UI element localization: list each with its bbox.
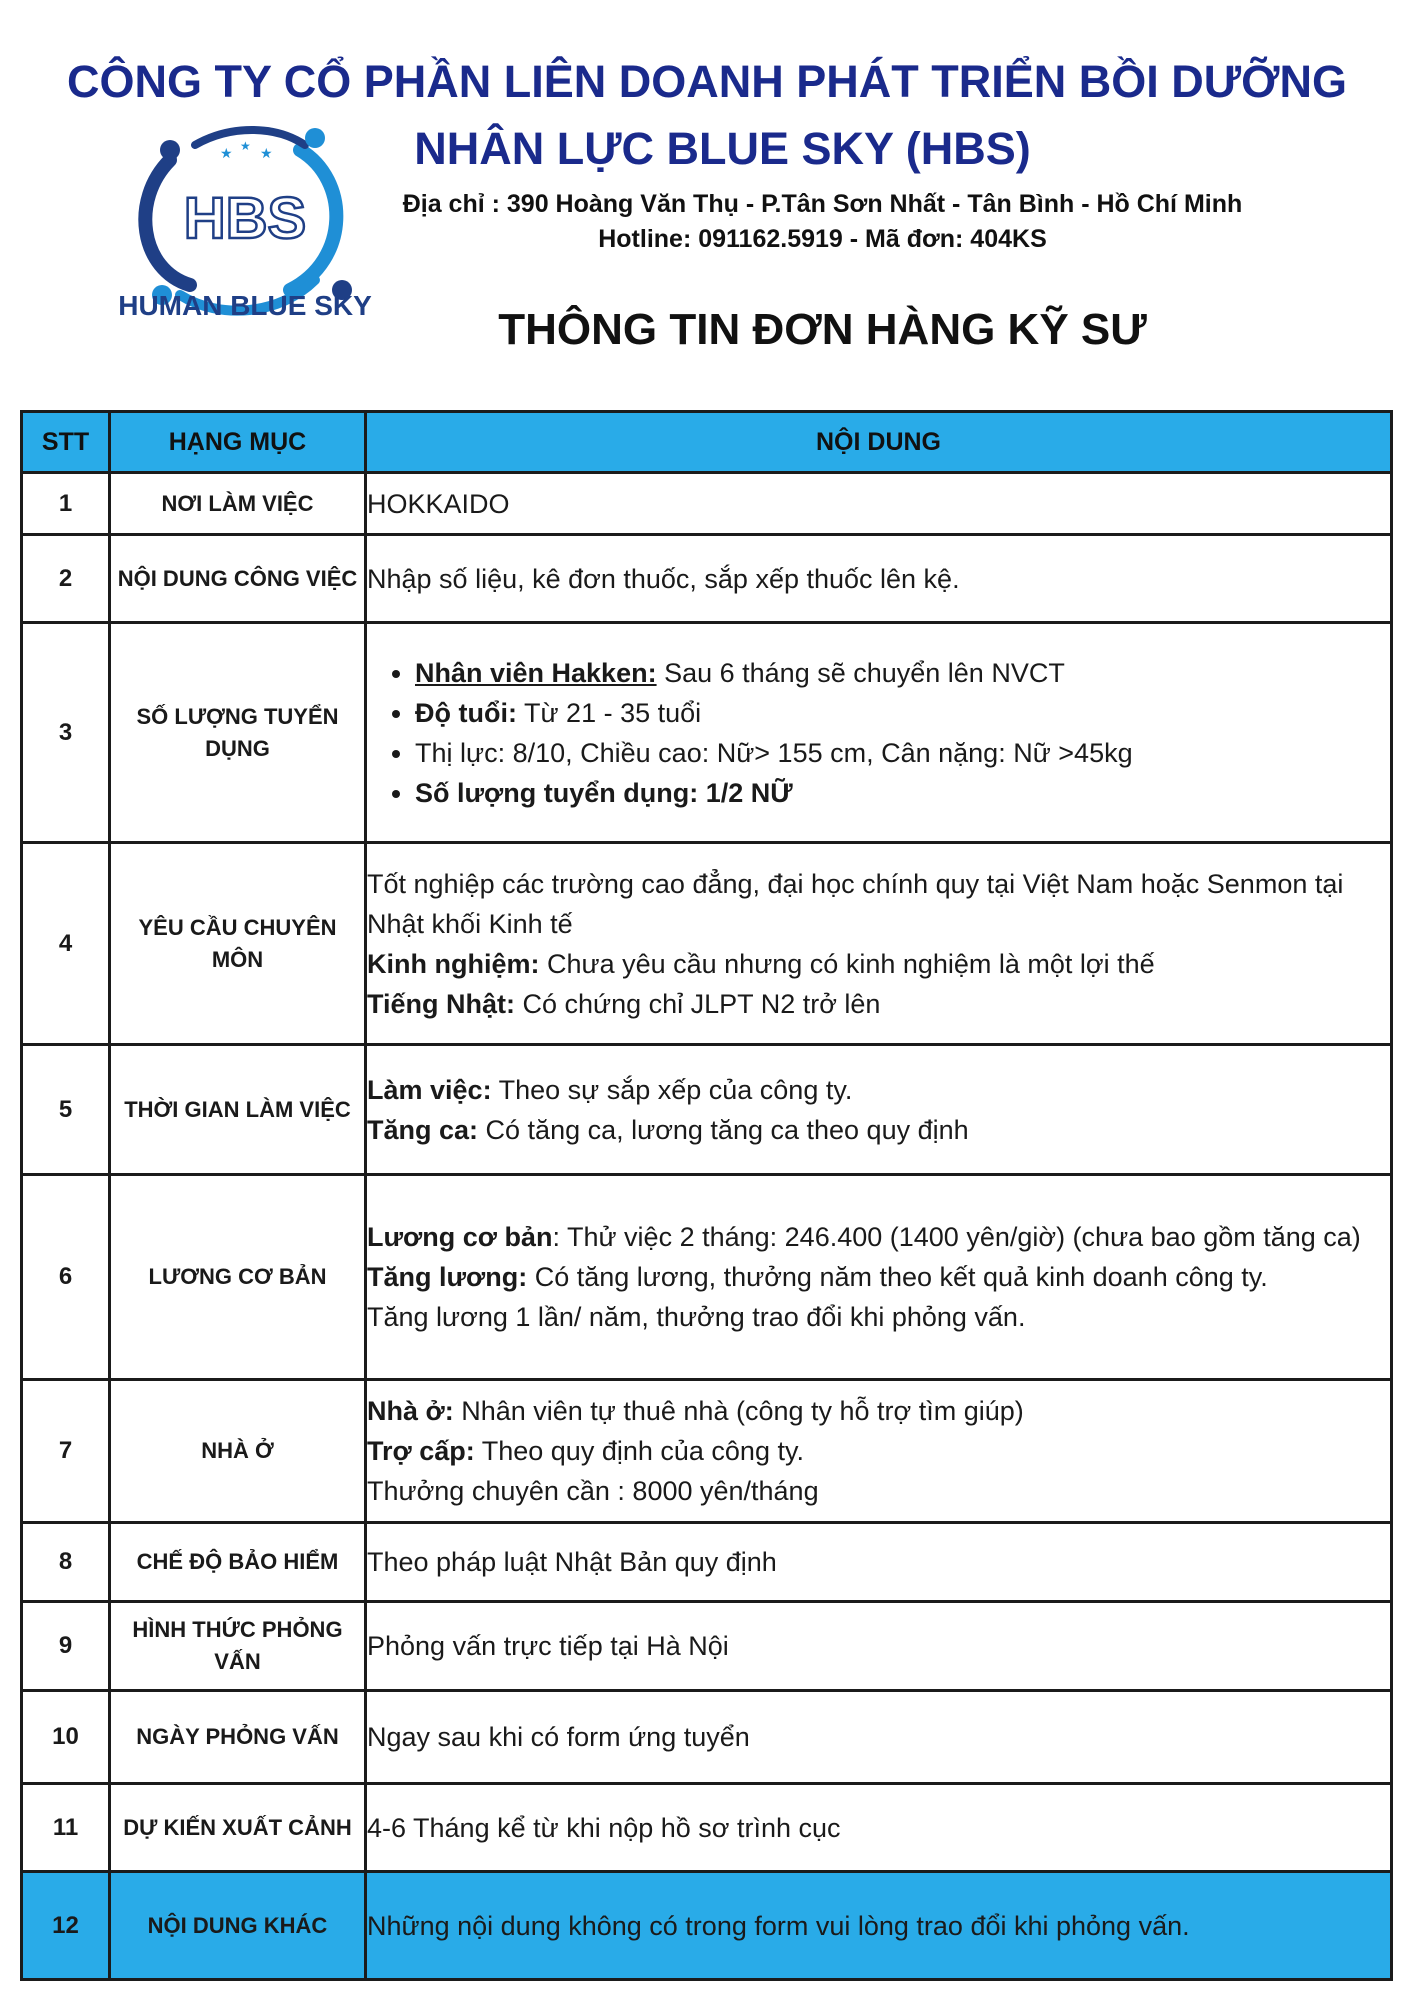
table-row	[22, 1691, 1392, 1784]
row-category: NỘI DUNG CÔNG VIỆC	[110, 535, 366, 623]
row-category: DỰ KIẾN XUẤT CẢNH	[110, 1784, 366, 1872]
row-number: 6	[22, 1175, 110, 1380]
table-row	[22, 1784, 1392, 1872]
row-category: NGÀY PHỎNG VẤN	[110, 1691, 366, 1784]
row-content: Ngay sau khi có form ứng tuyển	[366, 1691, 1392, 1784]
label-base-salary: Lương cơ bản	[367, 1222, 553, 1252]
row-number: 2	[22, 535, 110, 623]
label-hakken: Nhân viên Hakken:	[415, 657, 657, 688]
order-info-table	[20, 410, 1393, 1981]
label-raise: Tăng lương:	[367, 1262, 528, 1292]
table-row	[22, 473, 1392, 535]
row-content	[366, 623, 1392, 843]
company-hotline: Hotline: 091162.5919 - Mã đơn: 404KS	[598, 225, 1047, 253]
work-text: Theo sự sắp xếp của công ty.	[491, 1074, 853, 1105]
logo-text: HUMAN BLUE SKY	[118, 290, 372, 321]
japanese-line	[367, 984, 1390, 1024]
overtime-line	[367, 1110, 1390, 1150]
row-content	[366, 1045, 1392, 1175]
table-row	[22, 1175, 1392, 1380]
hakken-text: Sau 6 tháng sẽ chuyển lên NVCT	[656, 657, 1065, 688]
overtime-text: Có tăng ca, lương tăng ca theo quy định	[478, 1114, 969, 1145]
list-item	[415, 733, 1390, 773]
header-category: HẠNG MỤC	[110, 412, 366, 473]
work-line	[367, 1070, 1390, 1110]
recruitment-list	[367, 653, 1390, 813]
row-number: 10	[22, 1691, 110, 1784]
row-category: SỐ LƯỢNG TUYỂN DỤNG	[110, 623, 366, 843]
raise-frequency: Tăng lương 1 lần/ năm, thưởng trao đổi khi phỏng vấn.	[367, 1302, 1026, 1332]
physical-requirements: Thị lực: 8/10, Chiều cao: Nữ> 155 cm, Cân nặng: Nữ >45kg	[415, 737, 1133, 768]
allowance-line	[367, 1431, 1390, 1471]
company-name-line2: NHÂN LỰC BLUE SKY (HBS)	[414, 123, 1031, 174]
table-header-row	[22, 412, 1392, 473]
housing-text: Nhân viên tự thuê nhà (công ty hỗ trợ tìm giúp)	[453, 1396, 1024, 1426]
table-row	[22, 1602, 1392, 1691]
header-stt: STT	[22, 412, 110, 473]
table-row	[22, 1380, 1392, 1523]
row-content	[366, 1380, 1392, 1523]
header-content: NỘI DUNG	[366, 412, 1392, 473]
row-content: Phỏng vấn trực tiếp tại Hà Nội	[366, 1602, 1392, 1691]
svg-text:★: ★	[260, 145, 273, 161]
logo-monogram: HBS	[183, 186, 307, 251]
row-content: Nhập số liệu, kê đơn thuốc, sắp xếp thuốc lên kệ.	[366, 535, 1392, 623]
row-category: NHÀ Ở	[110, 1380, 366, 1523]
row-category: LƯƠNG CƠ BẢN	[110, 1175, 366, 1380]
table-row	[22, 535, 1392, 623]
table-row	[22, 1872, 1392, 1980]
row-number: 1	[22, 473, 110, 535]
row-content	[366, 843, 1392, 1045]
housing-line	[367, 1391, 1390, 1431]
row-number: 8	[22, 1523, 110, 1602]
list-item	[415, 773, 1390, 813]
japanese-text: Có chứng chỉ JLPT N2 trở lên	[515, 988, 881, 1019]
row-content: Những nội dung không có trong form vui lòng trao đổi khi phỏng vấn.	[366, 1872, 1392, 1980]
list-item	[415, 653, 1390, 693]
label-work: Làm việc:	[367, 1074, 492, 1105]
row-number: 11	[22, 1784, 110, 1872]
label-overtime: Tăng ca:	[367, 1114, 479, 1145]
row-number: 7	[22, 1380, 110, 1523]
row-content: 4-6 Tháng kể từ khi nộp hồ sơ trình cục	[366, 1784, 1392, 1872]
age-text: Từ 21 - 35 tuổi	[516, 697, 702, 728]
row-category: HÌNH THỨC PHỎNG VẤN	[110, 1602, 366, 1691]
row-content: HOKKAIDO	[366, 473, 1392, 535]
row-number: 12	[22, 1872, 110, 1980]
attendance-bonus: Thưởng chuyên cần : 8000 yên/tháng	[367, 1476, 819, 1506]
recruitment-count: Số lượng tuyển dụng: 1/2 NỮ	[415, 777, 793, 808]
row-number: 9	[22, 1602, 110, 1691]
row-category: YÊU CẦU CHUYÊN MÔN	[110, 843, 366, 1045]
experience-line	[367, 944, 1390, 984]
base-salary-text: : Thử việc 2 tháng: 246.400 (1400 yên/giờ) (chưa bao gồm tăng ca)	[552, 1222, 1361, 1252]
row-number: 5	[22, 1045, 110, 1175]
label-japanese: Tiếng Nhật:	[367, 988, 515, 1019]
raise-line	[367, 1257, 1390, 1297]
raise-text: Có tăng lương, thưởng năm theo kết quả kinh doanh công ty.	[527, 1262, 1268, 1292]
document-title: THÔNG TIN ĐƠN HÀNG KỸ SƯ	[498, 305, 1147, 354]
experience-text: Chưa yêu cầu nhưng có kinh nghiệm là một lợi thế	[539, 948, 1155, 979]
svg-text:★: ★	[240, 139, 251, 153]
row-category: NỘI DUNG KHÁC	[110, 1872, 366, 1980]
company-address: Địa chỉ : 390 Hoàng Văn Thụ - P.Tân Sơn Nhất - Tân Bình - Hồ Chí Minh	[402, 190, 1243, 218]
label-experience: Kinh nghiệm:	[367, 948, 540, 979]
list-item	[415, 693, 1390, 733]
label-allowance: Trợ cấp:	[367, 1436, 475, 1466]
svg-text:★: ★	[220, 145, 233, 161]
table-row	[22, 623, 1392, 843]
label-housing: Nhà ở:	[367, 1396, 454, 1426]
row-content: Theo pháp luật Nhật Bản quy định	[366, 1523, 1392, 1602]
label-age: Độ tuổi:	[415, 697, 517, 728]
allowance-text: Theo quy định của công ty.	[474, 1436, 804, 1466]
row-category: CHẾ ĐỘ BẢO HIỂM	[110, 1523, 366, 1602]
table-row	[22, 843, 1392, 1045]
row-category: NƠI LÀM VIỆC	[110, 473, 366, 535]
table-row	[22, 1523, 1392, 1602]
education-requirement: Tốt nghiệp các trường cao đẳng, đại học chính quy tại Việt Nam hoặc Senmon tại Nhật khối Kinh tế	[367, 868, 1344, 939]
company-name-line1: CÔNG TY CỔ PHẦN LIÊN DOANH PHÁT TRIỂN BỒI DƯỠNG	[67, 56, 1347, 107]
row-number: 3	[22, 623, 110, 843]
row-category: THỜI GIAN LÀM VIỆC	[110, 1045, 366, 1175]
base-salary-line	[367, 1217, 1390, 1257]
row-number: 4	[22, 843, 110, 1045]
row-content	[366, 1175, 1392, 1380]
table-row	[22, 1045, 1392, 1175]
